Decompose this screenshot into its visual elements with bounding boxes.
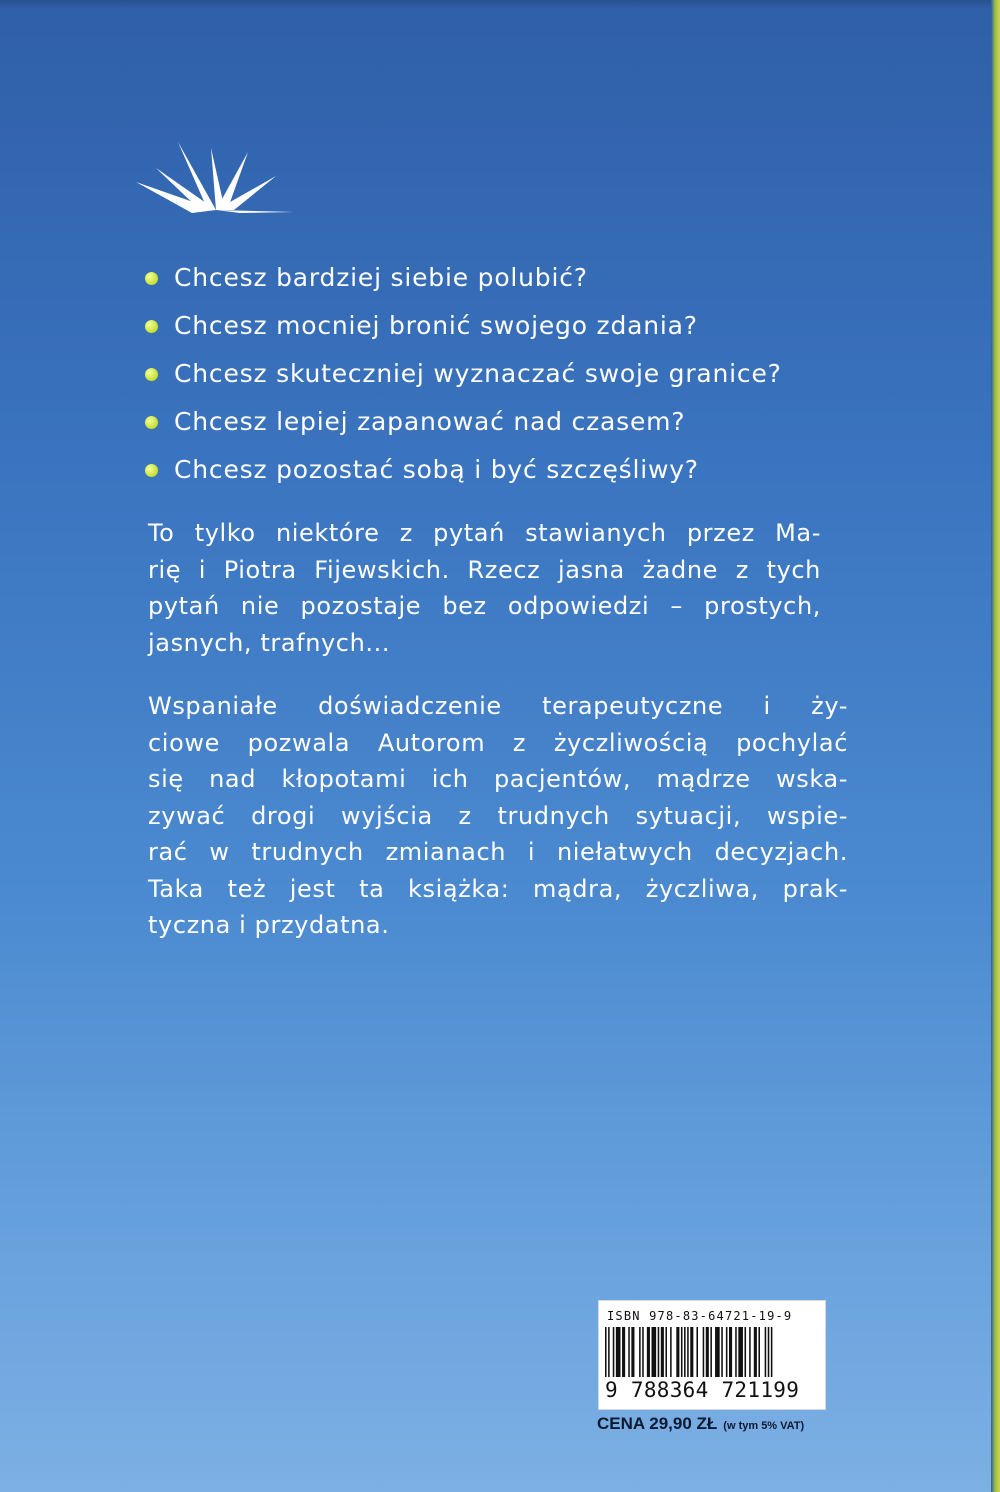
publisher-logo-icon bbox=[136, 140, 296, 215]
barcode-bar bbox=[652, 1327, 657, 1377]
barcode-bar bbox=[670, 1327, 672, 1377]
isbn-label: ISBN 978-83-64721-19-9 bbox=[607, 1309, 793, 1323]
bullet-icon bbox=[145, 320, 158, 333]
barcode-bar bbox=[715, 1327, 720, 1377]
barcode-bar bbox=[721, 1327, 723, 1377]
barcode-bar bbox=[765, 1327, 767, 1377]
barcode-bar bbox=[676, 1327, 679, 1377]
vat-note: (w tym 5% VAT) bbox=[723, 1420, 805, 1432]
barcode-bar bbox=[749, 1327, 751, 1377]
barcode-bar bbox=[754, 1327, 757, 1377]
question-text: Chcesz bardziej siebie polubić? bbox=[174, 262, 588, 292]
barcode-bar bbox=[687, 1327, 689, 1377]
question-text: Chcesz skuteczniej wyznaczać swoje granice? bbox=[174, 358, 782, 388]
barcode-bar bbox=[745, 1327, 747, 1377]
paragraph-line: zywać drogi wyjścia z trudnych sytuacji, wspie- bbox=[148, 801, 848, 830]
barcode-bar bbox=[738, 1327, 743, 1377]
paragraph-line: rać w trudnych zmianach i niełatwych decyzjach. bbox=[148, 838, 848, 866]
price-label bbox=[597, 1414, 804, 1434]
barcode-bar bbox=[696, 1327, 698, 1377]
barcode-bar bbox=[628, 1327, 630, 1377]
barcode-bar bbox=[616, 1327, 621, 1377]
barcode-bar bbox=[735, 1327, 737, 1377]
ean-digits: 9 788364 721199 bbox=[605, 1378, 800, 1402]
barcode-bar bbox=[658, 1327, 660, 1377]
top-edge bbox=[0, 0, 1000, 8]
question-item bbox=[145, 301, 865, 349]
question-text: Chcesz lepiej zapanować nad czasem? bbox=[174, 406, 686, 436]
barcode-bar bbox=[661, 1327, 664, 1377]
question-item bbox=[145, 397, 865, 445]
paragraph-line: ciowe pozwala Autorom z życzliwością pochylać bbox=[148, 728, 848, 757]
isbn-barcode bbox=[598, 1300, 826, 1410]
barcode-bar bbox=[631, 1327, 634, 1377]
paragraph-line: To tylko niektóre z pytań stawianych przez Ma- bbox=[148, 519, 821, 547]
barcode-bar bbox=[768, 1327, 770, 1377]
barcode-bar bbox=[605, 1327, 607, 1377]
bullet-icon bbox=[145, 368, 158, 381]
paragraph-line: rię i Piotra Fijewskich. Rzecz jasna żadne z tych bbox=[148, 555, 821, 584]
question-text: Chcesz pozostać sobą i być szczęśliwy? bbox=[174, 454, 699, 484]
description-paragraph bbox=[148, 688, 848, 944]
barcode-bar bbox=[729, 1327, 732, 1377]
paragraph-line: się nad kłopotami ich pacjentów, mądrze wska- bbox=[148, 765, 848, 793]
paragraph-line: tyczna i przydatna. bbox=[148, 911, 390, 939]
barcode-bar bbox=[613, 1327, 615, 1377]
question-list bbox=[145, 253, 865, 493]
bullet-icon bbox=[145, 272, 158, 285]
barcode-bar bbox=[608, 1327, 610, 1377]
bullet-icon bbox=[145, 464, 158, 477]
barcode-bar bbox=[642, 1327, 644, 1377]
barcode-bar bbox=[647, 1327, 650, 1377]
barcode-bar bbox=[622, 1327, 625, 1377]
paragraph-line: pytań nie pozostaje bez odpowiedzi – prostych, bbox=[148, 592, 821, 620]
paragraph-line: Wspaniałe doświadczenie terapeutyczne i ży- bbox=[148, 692, 848, 720]
question-item bbox=[145, 445, 865, 493]
barcode-bar bbox=[639, 1327, 641, 1377]
intro-paragraph bbox=[148, 515, 821, 661]
paragraph-line: jasnych, trafnych... bbox=[148, 628, 391, 657]
spine-edge bbox=[991, 0, 1000, 1492]
barcode-bars bbox=[605, 1327, 819, 1377]
question-text: Chcesz mocniej bronić swojego zdania? bbox=[174, 310, 698, 340]
bullet-icon bbox=[145, 416, 158, 429]
barcode-bar bbox=[690, 1327, 693, 1377]
barcode-bar bbox=[703, 1327, 705, 1377]
barcode-bar bbox=[681, 1327, 683, 1377]
price-value: CENA 29,90 ZŁ bbox=[597, 1414, 718, 1433]
question-item bbox=[145, 253, 865, 301]
barcode-bar bbox=[706, 1327, 709, 1377]
paragraph-line: Taka też jest ta książka: mądra, życzliwa, prak- bbox=[148, 874, 848, 903]
question-item bbox=[145, 349, 865, 397]
barcode-bar bbox=[758, 1327, 760, 1377]
barcode-bar bbox=[665, 1327, 667, 1377]
barcode-bar bbox=[710, 1327, 712, 1377]
barcode-bar bbox=[771, 1327, 773, 1377]
barcode-bar bbox=[684, 1327, 686, 1377]
barcode-bar bbox=[726, 1327, 728, 1377]
